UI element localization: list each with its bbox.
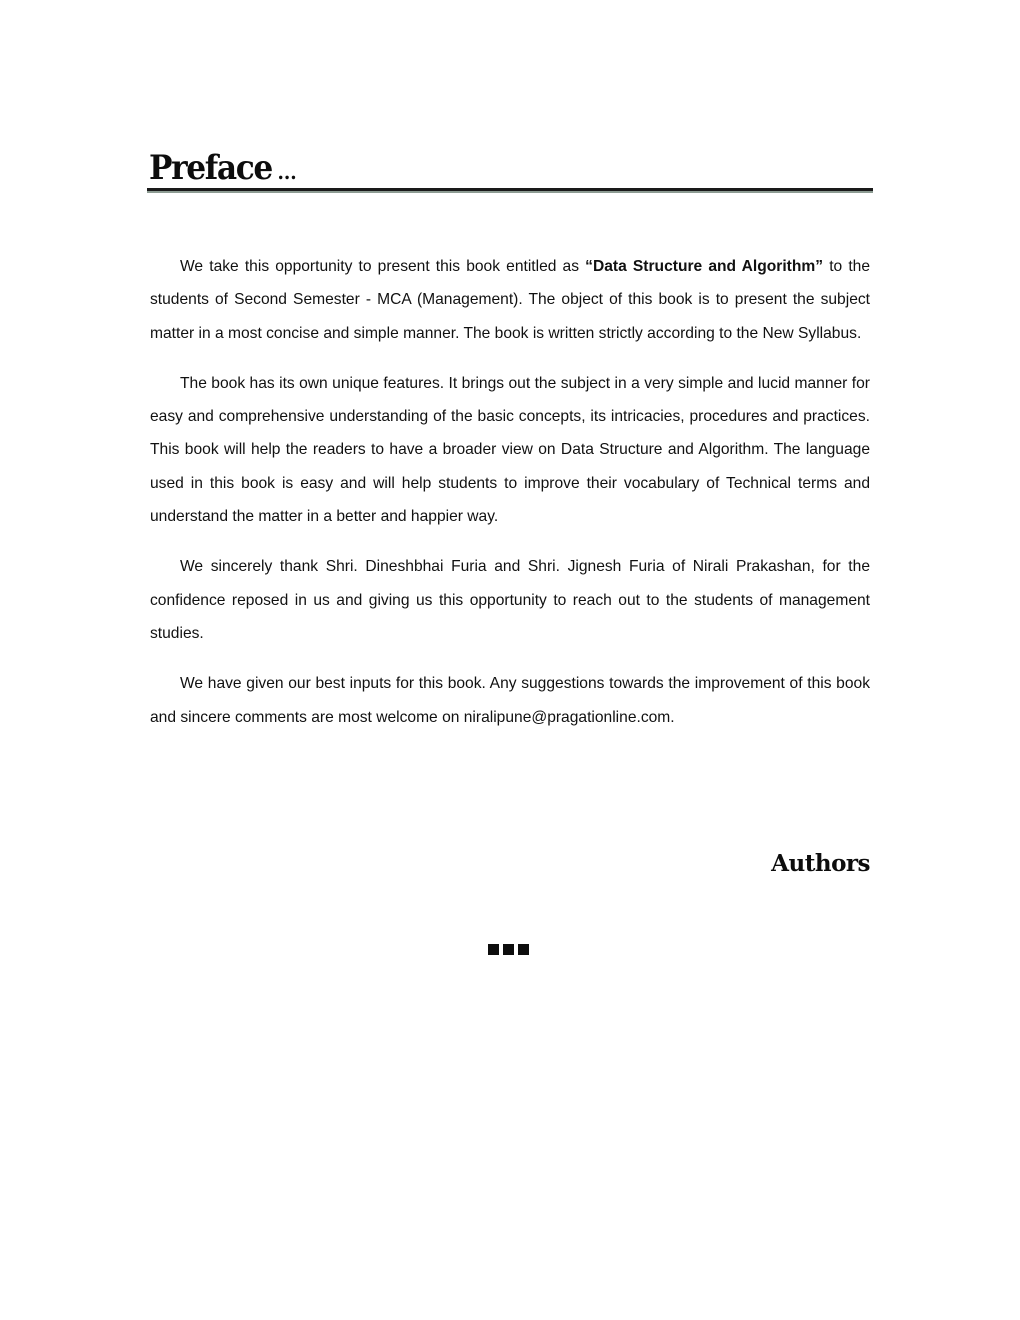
signature-authors: Authors <box>771 850 870 877</box>
book-title: “Data Structure and Algorithm” <box>585 258 824 275</box>
paragraph-features: The book has its own unique features. It brings out the subject in a very simple and lucid manner for easy and comprehensive understanding of the basic concepts, its intricacies, procedures and practices. This book will help the readers to have a broader view on Data Structure and Algorithm. The language used in this book is easy and will help students to improve their vocabulary of Technical terms and understand the matter in a better and happier way. <box>150 374 870 526</box>
paragraph-thanks: We sincerely thank Shri. Dineshbhai Furia and Shri. Jignesh Furia of Nirali Prakashan, for the confidence reposed in us and giving us this opportunity to reach out to the students of management studies. <box>150 558 870 642</box>
paragraph-intro <box>150 250 870 350</box>
square-icon <box>488 944 499 955</box>
preface-body <box>150 250 870 751</box>
title-rule-shadow <box>147 191 873 193</box>
page-title-text: Preface <box>149 148 272 188</box>
paragraph-intro-rest: to the students of Second Semester - MCA (Management). The object of this book is to present the subject matter in a most concise and simple manner. The book is written strictly according to the New Syllabus. <box>150 258 871 342</box>
page-title <box>149 146 297 194</box>
page-title-ellipsis: ... <box>277 160 297 184</box>
three-squares-end-mark-icon <box>488 944 529 955</box>
paragraph-intro-lead: We take this opportunity to present this book entitled as <box>180 258 586 275</box>
square-icon <box>503 944 514 955</box>
square-icon <box>518 944 529 955</box>
paragraph-feedback: We have given our best inputs for this book. Any suggestions towards the improvement of this book and sincere comments are most welcome on niralipune@pragationline.com. <box>150 675 870 726</box>
